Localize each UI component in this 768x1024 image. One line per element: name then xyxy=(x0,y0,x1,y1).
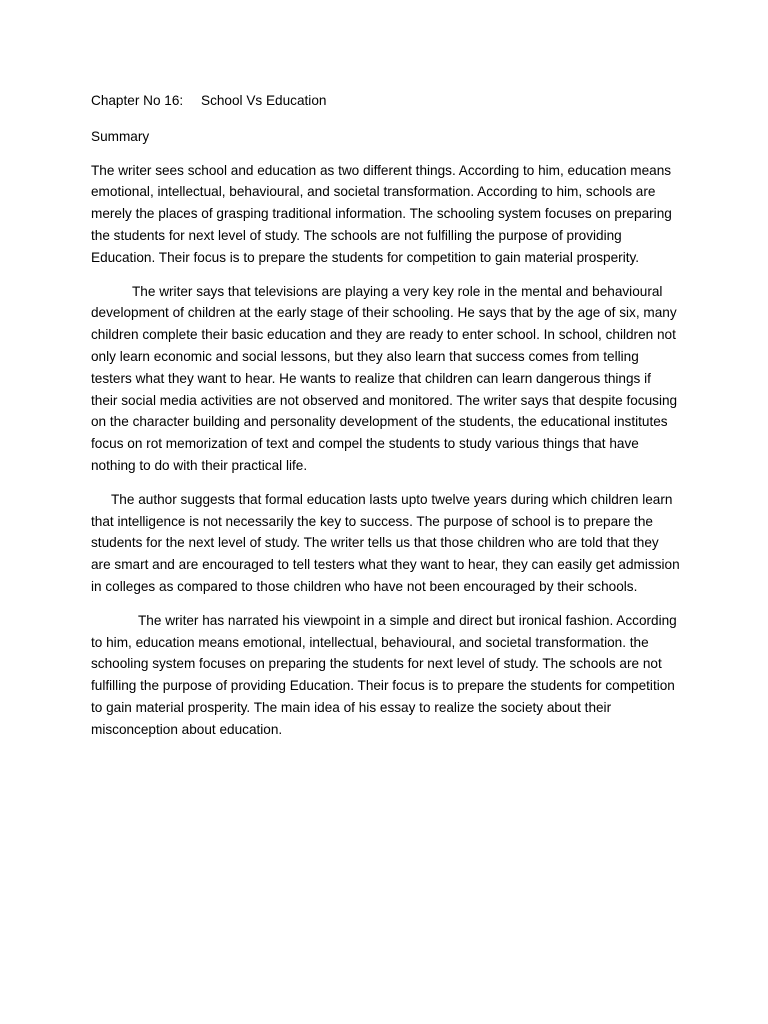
paragraph-2: The writer says that televisions are playing a very key role in the mental and behavioural development of children at the early stage of their schooling. He says that by the age of six, many children complete their basic education and they are ready to enter school. In school, children not only learn economic and social lessons, but they also learn that success comes from telling testers what they want to hear. He wants to realize that children can learn dangerous things if their social media activities are not observed and monitored. The writer says that despite focusing on the character building and personality development of the students, the educational institutes focus on rot memorization of text and compel the students to study various things that have nothing to do with their practical life. xyxy=(91,283,678,473)
paragraph-4: The writer has narrated his viewpoint in a simple and direct but ironical fashion. According to him, education means emotional, intellectual, behavioural, and societal transformation. the schooling system focuses on preparing the students for next level of study. The schools are not fulfilling the purpose of providing Education. Their focus is to prepare the students for competition to gain material prosperity. The main idea of his essay to realize the society about their misconception about education. xyxy=(91,612,677,737)
paragraph-3: The author suggests that formal education lasts upto twelve years during which children learn that intelligence is not necessarily the key to success. The purpose of school is to prepare the students for the next level of study. The writer tells us that those children who are told that they are smart and are encouraged to tell testers what they want to hear, they can easily get admission in colleges as compared to those children who have not been encouraged by their schools. xyxy=(91,491,680,594)
chapter-heading xyxy=(91,90,681,112)
document-body xyxy=(91,90,681,753)
chapter-number: Chapter No 16: xyxy=(91,93,184,108)
chapter-title: School Vs Education xyxy=(201,93,327,108)
paragraph-1: The writer sees school and education as two different things. According to him, education means emotional, intellectual, behavioural, and societal transformation. According to him, schools are merely the places of grasping traditional information. The schooling system focuses on preparing the students for next level of study. The schools are not fulfilling the purpose of providing Education. Their focus is to prepare the students for competition to gain material prosperity. xyxy=(91,162,672,265)
summary-heading: Summary xyxy=(91,128,150,144)
